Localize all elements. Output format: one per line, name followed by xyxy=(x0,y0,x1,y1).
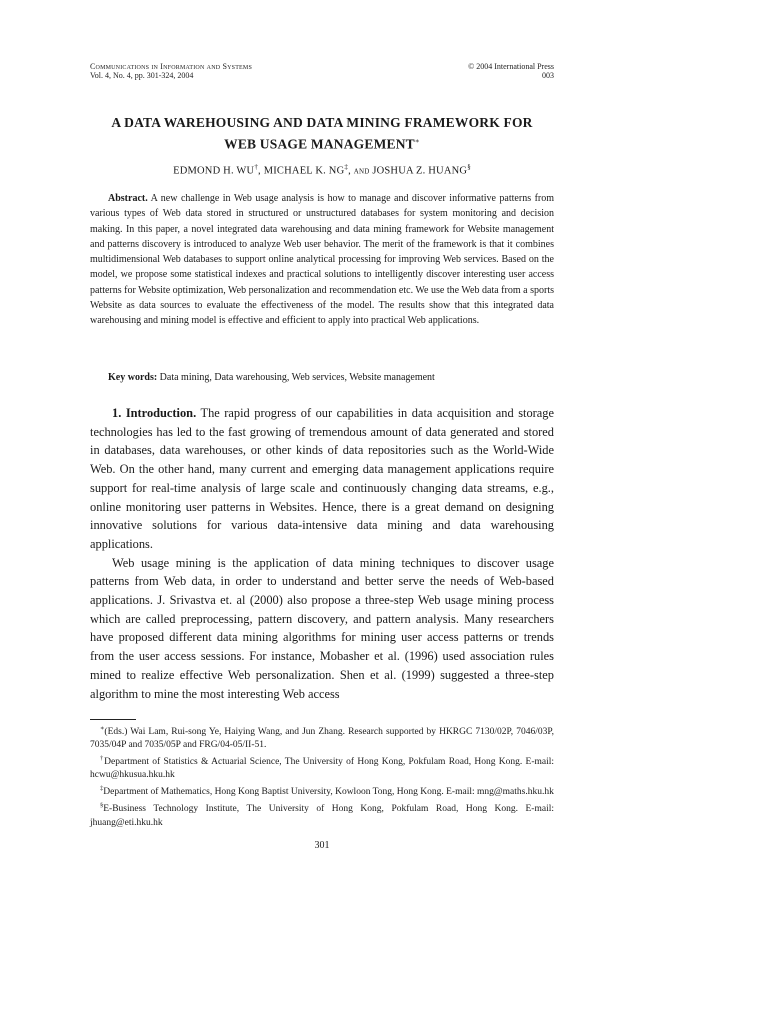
footnote xyxy=(90,722,554,752)
author-3-mark: § xyxy=(467,163,471,171)
keywords-label: Key words: xyxy=(108,372,158,383)
introduction-section xyxy=(90,404,554,703)
paragraph-text: The rapid progress of our capabilities in data acquisition and storage technologies has led to the fast growing of tremendous amount of data generated and stored in databases, data warehouses, or other kinds of data repositories such as the World-Wide Web. On the other hand, many current and emerging data management applications require support for real-time analysis of large scale and continuously changing data streams, e.g., online monitoring user patterns in Websites. Hence, there is a great demand on designing innovative solutions for various data-intensive data mining and data warehousing applications. xyxy=(90,406,555,551)
abstract xyxy=(90,191,554,329)
title-footnote-mark: ∗ xyxy=(414,137,420,145)
section-number: 1. xyxy=(112,406,122,420)
page-number: 301 xyxy=(314,840,330,851)
footnote-text: Department of Mathematics, Hong Kong Baptist University, Kowloon Tong, Hong Kong. E-mail: mng@maths.hku.hk xyxy=(103,787,554,798)
footnote-mark: ‡ xyxy=(100,785,104,793)
volume-info: Vol. 4, No. 4, pp. 301-324, 2004 xyxy=(90,71,194,80)
abstract-label: Abstract. xyxy=(108,193,148,204)
footnote xyxy=(90,782,554,799)
footnote-text: Department of Statistics & Actuarial Science, The University of Hong Kong, Pokfulam Road, Hong Kong. E-mail: hcwu@hkusua.hku.hk xyxy=(90,757,555,781)
running-header-left xyxy=(90,62,252,80)
title-line-1: A DATA WAREHOUSING AND DATA MINING FRAMEWORK FOR xyxy=(111,115,533,130)
footnote-mark: † xyxy=(100,755,105,763)
article-code: 003 xyxy=(542,71,554,80)
footnote-text: E-Business Technology Institute, The University of Hong Kong, Pokfulam Road, Hong Kong. E-mail: jhuang@eti.hku.hk xyxy=(90,804,554,828)
footnotes xyxy=(90,722,554,830)
author-1: EDMOND H. WU xyxy=(173,165,255,177)
keywords-text: Data mining, Data warehousing, Web services, Website management xyxy=(159,372,435,383)
author-separator: , xyxy=(348,165,354,177)
author-separator: , xyxy=(258,165,264,177)
footnote-rule xyxy=(90,719,136,720)
title-line-2: WEB USAGE MANAGEMENT xyxy=(224,136,415,152)
copyright-notice: © 2004 International Press xyxy=(468,62,554,71)
footnote xyxy=(90,799,554,829)
footnote-mark: § xyxy=(100,802,104,810)
paper-title xyxy=(90,114,554,154)
abstract-text: A new challenge in Web usage analysis is how to manage and discover informative patterns from various types of Web data stored in structured or unstructured databases for system monitoring and decision making. In this paper, a novel integrated data warehousing and data mining framework for Website management and patterns discovery is introduced to analyze Web user behavior. The merit of the framework is that it combines multidimensional Web databases to support online analytical processing for improving Web services. Based on the model, we propose some statistical indexes and practical solutions to intelligently discover interesting user access patterns for Website optimization, Web personalization and recommendation etc. We use the Web data from a sports Website as data sources to evaluate the effectiveness of the model. The results show that this integrated data warehousing and mining model is effective and efficient to apply into practical Web applications. xyxy=(90,193,555,327)
footnote-text: (Eds.) Wai Lam, Rui-song Ye, Haiying Wang, and Jun Zhang. Research supported by HKRGC 7130/02P, 7046/03P, 7035/04P and 7035/05P and FRG/04-05/II-51. xyxy=(90,727,554,751)
footnote xyxy=(90,752,554,782)
keywords xyxy=(90,371,554,385)
author-list xyxy=(90,160,554,179)
author-2-mark: ‡ xyxy=(344,163,349,171)
running-header-right xyxy=(420,62,554,80)
paragraph xyxy=(90,404,554,554)
author-conjunction: and xyxy=(353,165,370,177)
author-3: JOSHUA Z. HUANG xyxy=(372,165,468,177)
paragraph: Web usage mining is the application of data mining techniques to discover usage patterns from Web data, in order to understand and better serve the needs of Web-based applications. J. Srivastva et. al (2000) also propose a three-step Web usage mining process which are called preprocessing, pattern discovery, and pattern analysis. Many researchers have proposed different data mining algorithms for mining user access patterns or trends from the user access sessions. For instance, Mobasher et al. (1996) used association rules mined to realize effective Web personalization. Shen et al. (1999) suggested a three-step algorithm to mine the most interesting Web access xyxy=(90,555,554,701)
author-2: MICHAEL K. NG xyxy=(263,165,345,177)
footnote-mark: ∗ xyxy=(100,725,105,732)
journal-name: Communications in Information and Systems xyxy=(90,62,252,71)
author-1-mark: † xyxy=(254,163,259,171)
section-heading: Introduction. xyxy=(125,406,197,420)
